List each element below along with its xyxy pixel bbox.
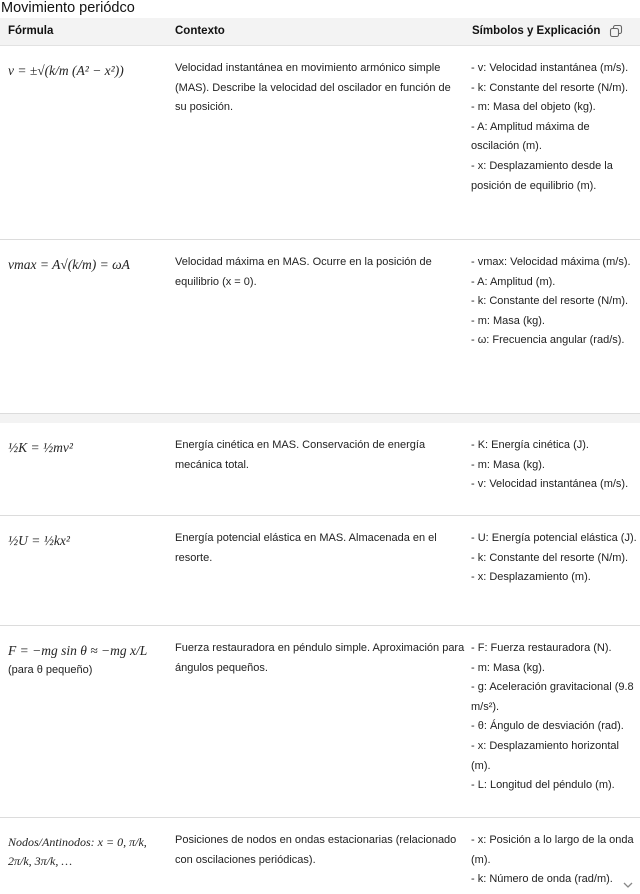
symbol-line: - k: Número de onda (rad/m). bbox=[471, 873, 613, 886]
symbol-line: - θ: Ángulo de desviación (rad). bbox=[471, 720, 624, 733]
formula-text: v = ±√(k/m (A² − x²)) bbox=[8, 63, 124, 78]
formula-text: ½K = ½mv² bbox=[8, 440, 73, 455]
header-context: Contexto bbox=[175, 25, 225, 37]
formula-cell bbox=[8, 438, 166, 458]
symbols-cell bbox=[471, 639, 638, 796]
table-header bbox=[0, 18, 640, 46]
symbol-line: - x: Desplazamiento desde la posición de equilibrio (m). bbox=[471, 159, 613, 192]
symbol-line: - m: Masa (kg). bbox=[471, 661, 545, 674]
page-title: Movimiento periódco bbox=[1, 0, 135, 16]
symbol-line: - U: Energía potencial elástica (J). bbox=[471, 532, 637, 544]
symbol-line: - m: Masa (kg). bbox=[471, 458, 545, 471]
formula-cell bbox=[8, 255, 166, 275]
table-row bbox=[0, 423, 640, 516]
formula-cell: Nodos/Antinodos: x = 0, π/k, 2π/k, 3π/k, … bbox=[8, 835, 147, 868]
symbols-cell bbox=[471, 436, 638, 495]
header-symbols: Símbolos y Explicación bbox=[472, 25, 601, 37]
chevron-down-icon[interactable] bbox=[622, 880, 634, 890]
symbol-line: - vmax: Velocidad máxima (m/s). bbox=[471, 256, 631, 268]
symbol-line: - K: Energía cinética (J). bbox=[471, 439, 589, 451]
row-separator bbox=[0, 414, 640, 423]
symbol-line: - F: Fuerza restauradora (N). bbox=[471, 642, 612, 654]
table-row bbox=[0, 626, 640, 818]
symbol-line: - x: Desplazamiento horizontal (m). bbox=[471, 739, 619, 772]
symbol-line: - k: Constante del resorte (N/m). bbox=[471, 551, 629, 564]
symbols-cell bbox=[471, 831, 638, 890]
context-cell: Energía potencial elástica en MAS. Almacenada en el resorte. bbox=[175, 532, 437, 564]
symbol-line: - g: Aceleración gravitacional (9.8 m/s²). bbox=[471, 681, 634, 713]
formula-cell bbox=[8, 641, 166, 679]
copy-icon[interactable] bbox=[609, 24, 623, 38]
symbol-line: - A: Amplitud máxima de oscilación (m). bbox=[471, 120, 590, 153]
symbol-line: - x: Posición a lo largo de la onda (m). bbox=[471, 834, 634, 866]
formula-text: ½U = ½kx² bbox=[8, 533, 70, 548]
symbol-line: - x: Desplazamiento (m). bbox=[471, 571, 591, 584]
symbol-line: - k: Constante del resorte (N/m). bbox=[471, 81, 629, 94]
table-row bbox=[0, 240, 640, 414]
symbols-cell bbox=[471, 529, 638, 588]
context-cell: Energía cinética en MAS. Conservación de energía mecánica total. bbox=[175, 439, 426, 471]
formula-cell bbox=[8, 61, 166, 81]
symbol-line: - m: Masa (kg). bbox=[471, 314, 545, 327]
symbols-cell bbox=[471, 59, 638, 196]
symbols-cell bbox=[471, 253, 638, 351]
table-row bbox=[0, 818, 640, 894]
symbol-line: - m: Masa del objeto (kg). bbox=[471, 101, 596, 114]
formula-cell bbox=[8, 531, 166, 551]
context-cell: Posiciones de nodos en ondas estacionarias (relacionado con oscilaciones periódicas). bbox=[175, 834, 457, 866]
symbol-line: - v: Velocidad instantánea (m/s). bbox=[471, 62, 629, 74]
formula-text: vmax = A√(k/m) = ωA bbox=[8, 257, 130, 272]
symbol-line: - k: Constante del resorte (N/m). bbox=[471, 295, 629, 308]
symbol-line: - ω: Frecuencia angular (rad/s). bbox=[471, 334, 625, 347]
formula-note: (para θ pequeño) bbox=[8, 664, 93, 676]
symbol-line: - L: Longitud del péndulo (m). bbox=[471, 779, 615, 792]
context-cell: Velocidad instantánea en movimiento armónico simple (MAS). Describe la velocidad del oscilador en función de su posición. bbox=[175, 62, 451, 114]
table-row bbox=[0, 46, 640, 240]
header-formula: Fórmula bbox=[8, 25, 54, 37]
symbol-line: - A: Amplitud (m). bbox=[471, 275, 556, 288]
context-cell: Velocidad máxima en MAS. Ocurre en la posición de equilibrio (x = 0). bbox=[175, 256, 432, 288]
symbol-line: - v: Velocidad instantánea (m/s). bbox=[471, 478, 629, 491]
table-row bbox=[0, 516, 640, 626]
formula-text: F = −mg sin θ ≈ −mg x/L bbox=[8, 643, 148, 658]
context-cell: Fuerza restauradora en péndulo simple. Aproximación para ángulos pequeños. bbox=[175, 642, 465, 674]
